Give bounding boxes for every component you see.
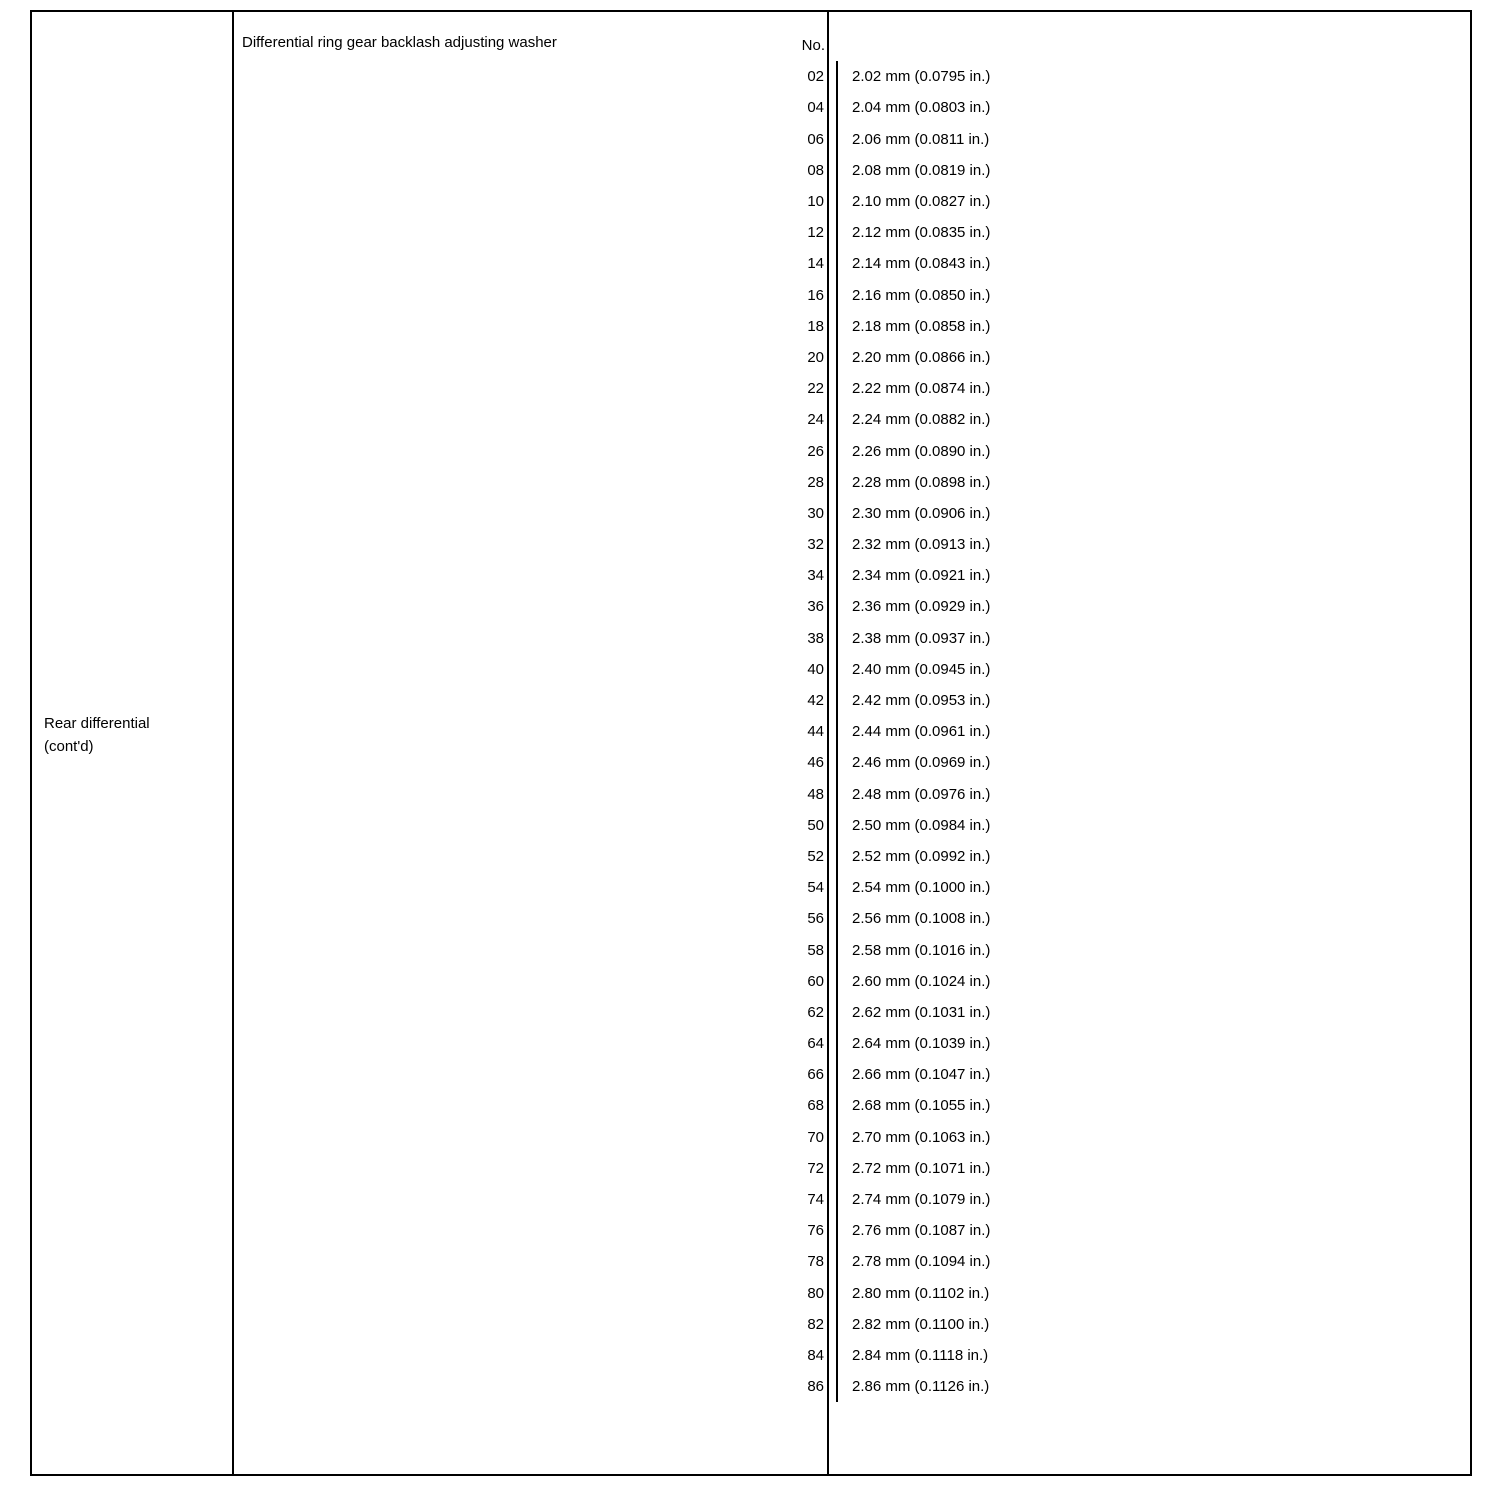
table-row [772, 248, 990, 279]
column-header-value [837, 30, 990, 61]
table-row [772, 1246, 990, 1277]
table-row [772, 435, 990, 466]
washer-number: 22 [807, 380, 824, 398]
washer-number: 84 [807, 1346, 824, 1364]
table-row [772, 498, 990, 529]
washer-number: 24 [807, 411, 824, 429]
washer-thickness: 2.52 mm (0.0992 in.) [837, 841, 990, 872]
table-row [772, 1371, 990, 1402]
washer-number: 28 [807, 473, 824, 491]
table-row [772, 1278, 990, 1309]
washer-number: 20 [807, 348, 824, 366]
washer-thickness: 2.68 mm (0.1055 in.) [837, 1090, 990, 1121]
washer-thickness: 2.40 mm (0.0945 in.) [837, 654, 990, 685]
column-divider-category [232, 12, 234, 1474]
table-row [772, 966, 990, 997]
washer-size-table [772, 30, 990, 1402]
table-row [772, 1028, 990, 1059]
washer-thickness: 2.08 mm (0.0819 in.) [837, 155, 990, 186]
table-row [772, 155, 990, 186]
table-row [772, 1309, 990, 1340]
washer-thickness: 2.42 mm (0.0953 in.) [837, 685, 990, 716]
washer-number: 34 [807, 567, 824, 585]
table-row [772, 903, 990, 934]
table-row [772, 1059, 990, 1090]
washer-number: 12 [807, 224, 824, 242]
table-row [772, 92, 990, 123]
table-row [772, 311, 990, 342]
washer-thickness: 2.18 mm (0.0858 in.) [837, 311, 990, 342]
washer-number: 38 [807, 629, 824, 647]
table-row [772, 342, 990, 373]
table-row [772, 61, 990, 92]
washer-number: 70 [807, 1128, 824, 1146]
table-row [772, 810, 990, 841]
washer-number: 68 [807, 1097, 824, 1115]
washer-thickness: 2.54 mm (0.1000 in.) [837, 872, 990, 903]
washer-number: 44 [807, 723, 824, 741]
washer-thickness: 2.04 mm (0.0803 in.) [837, 92, 990, 123]
washer-thickness: 2.62 mm (0.1031 in.) [837, 997, 990, 1028]
washer-thickness: 2.70 mm (0.1063 in.) [837, 1122, 990, 1153]
washer-thickness: 2.58 mm (0.1016 in.) [837, 934, 990, 965]
washer-thickness: 2.80 mm (0.1102 in.) [837, 1278, 990, 1309]
washer-number: 18 [807, 317, 824, 335]
category-label-line2: (cont'd) [44, 738, 94, 756]
washer-number: 86 [807, 1378, 824, 1396]
washer-thickness: 2.34 mm (0.0921 in.) [837, 560, 990, 591]
table-row [772, 997, 990, 1028]
washer-thickness: 2.20 mm (0.0866 in.) [837, 342, 990, 373]
washer-number: 50 [807, 816, 824, 834]
washer-thickness: 2.24 mm (0.0882 in.) [837, 404, 990, 435]
washer-number: 30 [807, 504, 824, 522]
washer-thickness: 2.50 mm (0.0984 in.) [837, 810, 990, 841]
table-row [772, 280, 990, 311]
washer-thickness: 2.72 mm (0.1071 in.) [837, 1153, 990, 1184]
washer-number: 52 [807, 847, 824, 865]
washer-number: 40 [807, 660, 824, 678]
washer-thickness: 2.76 mm (0.1087 in.) [837, 1215, 990, 1246]
washer-thickness: 2.38 mm (0.0937 in.) [837, 623, 990, 654]
table-row [772, 685, 990, 716]
table-row [772, 1184, 990, 1215]
washer-number: 06 [807, 130, 824, 148]
table-row [772, 591, 990, 622]
washer-thickness: 2.74 mm (0.1079 in.) [837, 1184, 990, 1215]
washer-number: 60 [807, 972, 824, 990]
washer-number: 48 [807, 785, 824, 803]
washer-number: 04 [807, 99, 824, 117]
washer-thickness: 2.82 mm (0.1100 in.) [837, 1309, 990, 1340]
washer-thickness: 2.12 mm (0.0835 in.) [837, 217, 990, 248]
part-description: Differential ring gear backlash adjusting washer [242, 34, 557, 51]
category-cell [44, 712, 224, 759]
washer-number: 54 [807, 879, 824, 897]
washer-thickness: 2.44 mm (0.0961 in.) [837, 716, 990, 747]
table-row [772, 747, 990, 778]
washer-number: 80 [807, 1284, 824, 1302]
washer-number: 08 [807, 161, 824, 179]
washer-thickness: 2.06 mm (0.0811 in.) [837, 124, 990, 155]
washer-thickness: 2.14 mm (0.0843 in.) [837, 248, 990, 279]
washer-number: 32 [807, 536, 824, 554]
category-label-line1: Rear differential [44, 715, 150, 732]
table-row [772, 1090, 990, 1121]
washer-thickness: 2.36 mm (0.0929 in.) [837, 591, 990, 622]
washer-number: 42 [807, 692, 824, 710]
washer-number: 56 [807, 910, 824, 928]
table-row [772, 654, 990, 685]
table-row [772, 217, 990, 248]
washer-number: 10 [807, 193, 824, 211]
table-row [772, 779, 990, 810]
washer-thickness: 2.28 mm (0.0898 in.) [837, 467, 990, 498]
washer-thickness: 2.26 mm (0.0890 in.) [837, 435, 990, 466]
washer-number: 36 [807, 598, 824, 616]
washer-number: 62 [807, 1003, 824, 1021]
washer-thickness: 2.30 mm (0.0906 in.) [837, 498, 990, 529]
washer-thickness: 2.60 mm (0.1024 in.) [837, 966, 990, 997]
washer-thickness: 2.56 mm (0.1008 in.) [837, 903, 990, 934]
table-row [772, 716, 990, 747]
washer-number: 76 [807, 1222, 824, 1240]
washer-number: 14 [807, 255, 824, 273]
washer-thickness: 2.46 mm (0.0969 in.) [837, 747, 990, 778]
washer-number: 26 [807, 442, 824, 460]
table-row [772, 934, 990, 965]
washer-number: 72 [807, 1159, 824, 1177]
table-row [772, 1122, 990, 1153]
washer-number: 46 [807, 754, 824, 772]
column-header-no: No. [801, 37, 825, 55]
table-row [772, 467, 990, 498]
table-row [772, 373, 990, 404]
washer-thickness: 2.86 mm (0.1126 in.) [837, 1371, 990, 1402]
table-row [772, 560, 990, 591]
washer-number: 66 [807, 1066, 824, 1084]
table-header-row [772, 30, 990, 61]
table-row [772, 872, 990, 903]
table-row [772, 404, 990, 435]
table-row [772, 1215, 990, 1246]
table-row [772, 529, 990, 560]
washer-thickness: 2.10 mm (0.0827 in.) [837, 186, 990, 217]
table-row [772, 186, 990, 217]
washer-number: 82 [807, 1315, 824, 1333]
table-row [772, 841, 990, 872]
washer-number: 16 [807, 286, 824, 304]
washer-number: 64 [807, 1035, 824, 1053]
washer-thickness: 2.02 mm (0.0795 in.) [837, 61, 990, 92]
washer-thickness: 2.78 mm (0.1094 in.) [837, 1246, 990, 1277]
washer-thickness: 2.32 mm (0.0913 in.) [837, 529, 990, 560]
table-row [772, 124, 990, 155]
table-row [772, 623, 990, 654]
washer-number: 58 [807, 941, 824, 959]
washer-thickness: 2.22 mm (0.0874 in.) [837, 373, 990, 404]
table-row [772, 1153, 990, 1184]
table-row [772, 1340, 990, 1371]
washer-thickness: 2.66 mm (0.1047 in.) [837, 1059, 990, 1090]
washer-thickness: 2.84 mm (0.1118 in.) [837, 1340, 990, 1371]
washer-number: 78 [807, 1253, 824, 1271]
specification-table [30, 10, 1472, 1476]
washer-thickness: 2.16 mm (0.0850 in.) [837, 280, 990, 311]
washer-thickness: 2.64 mm (0.1039 in.) [837, 1028, 990, 1059]
washer-number: 02 [807, 68, 824, 86]
washer-thickness: 2.48 mm (0.0976 in.) [837, 779, 990, 810]
washer-number: 74 [807, 1191, 824, 1209]
